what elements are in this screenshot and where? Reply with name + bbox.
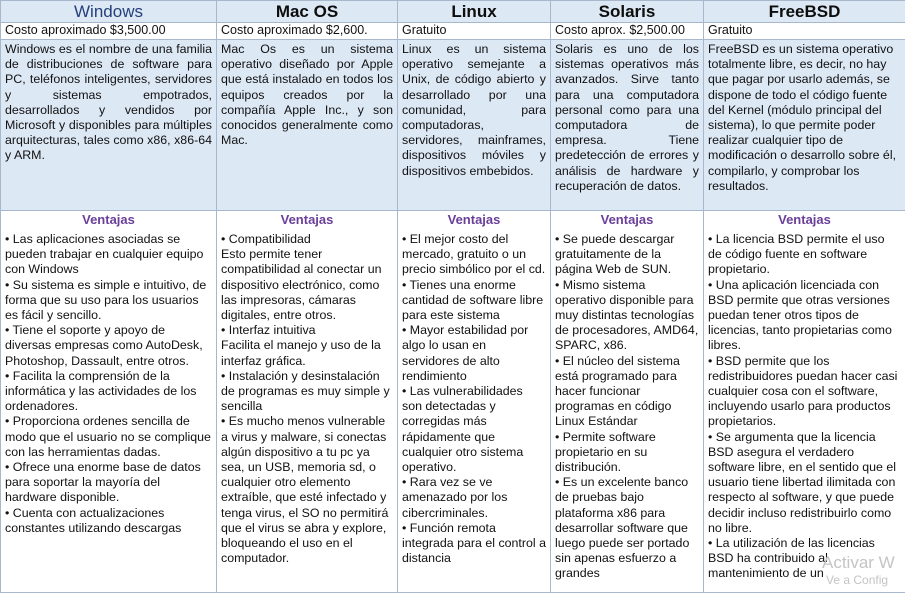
advantages-windows: [1, 211, 217, 593]
advantage-item: • Ofrece una enorme base de datos para soportar la mayoría del hardware disponible.: [5, 460, 201, 505]
header-row: [1, 1, 905, 23]
advantage-item: • Facilita la comprensión de la informática y las actividades de los ordenadores.: [5, 368, 197, 414]
advantage-item: • Interfaz intuitiva Facilita el manejo y uso de la interfaz gráfica.: [221, 323, 381, 368]
advantages-title: Ventajas: [280, 212, 334, 227]
advantages-title: Ventajas: [447, 212, 501, 227]
advantage-item: • Su sistema es simple e intuitivo, de forma que su uso para los usuarios es fácil y sencillo.: [5, 277, 207, 323]
cost-macos: Costo aproximado $2,600.: [217, 23, 398, 40]
cost-row: [1, 23, 905, 40]
advantages-list: [221, 232, 393, 566]
description-solaris: Solaris es uno de los sistemas operativos más avanzados. Sirve tanto para una computadora personal como para una computadora de empresa. Tiene predetección de errores y análisis de hardware y recuperación de datos.: [551, 40, 704, 211]
description-row: [1, 40, 905, 211]
advantage-item: • Es mucho menos vulnerable a virus y malware, si conectas algún dispositivo a tu pc ya sea, un USB, memoria sd, o cualquier otro elemento extraíble, que esté infectado y tenga virus, el SO no permitirá que el virus se abra y explore, bloqueando el uso en el computador.: [221, 414, 389, 566]
advantage-item: • Es un excelente banco de pruebas bajo plataforma x86 para desarrollar software que luego puede ser portado sin apenas esfuerzo a grandes: [555, 475, 690, 581]
header-freebsd: FreeBSD: [704, 1, 905, 23]
advantages-solaris: [551, 211, 704, 593]
advantage-item: • Tienes una enorme cantidad de software libre para este sistema: [402, 277, 544, 323]
advantage-item: • Permite software propietario en su distribución.: [555, 429, 656, 475]
advantages-freebsd: [704, 211, 905, 593]
advantage-item: • Compatibilidad Esto permite tener compatibilidad al conectar un dispositivo electrónico, como las impresoras, cámaras digitales, entre otros.: [221, 232, 382, 323]
advantages-title: Ventajas: [600, 212, 654, 227]
description-linux: Linux es un sistema operativo semejante a Unix, de código abierto y desarrollado por una comunidad, para computadoras, servidores, mainframes, dispositivos móviles y dispositivos embebidos.: [398, 40, 551, 211]
watermark-line-1: Activar W: [822, 553, 895, 572]
advantage-item: • Se argumenta que la licencia BSD asegura el verdadero software libre, en el sentido que el usuario tiene libertad ilimitada con respecto al software, y que puede decidir incluso redistribuirlo como no libre.: [708, 429, 897, 535]
advantage-item: • Mayor estabilidad por algo lo usan en servidores de alto rendimiento: [402, 323, 529, 383]
advantages-list: [402, 232, 546, 566]
advantages-list: [708, 232, 901, 582]
advantage-item: • Las vulnerabilidades son detectadas y corregidas más rápidamente que cualquier otro sistema operativo.: [402, 384, 524, 475]
advantages-list: [555, 232, 699, 582]
advantage-item: • Tiene el soporte y apoyo de diversas empresas como AutoDesk, Photoshop, Dassault, entre otros.: [5, 323, 203, 368]
advantage-item: • Una aplicación licenciada con BSD permite que otras versiones puedan tener otros tipos de licencias, tanto propietarias como libres.: [708, 277, 892, 353]
advantage-item: • Rara vez se ve amenazado por los cibercriminales.: [402, 475, 508, 520]
advantage-item: • Proporciona ordenes sencilla de modo que el usuario no se complique con las herramientas dadas.: [5, 414, 211, 459]
description-windows: Windows es el nombre de una familia de distribuciones de software para PC, teléfonos inteligentes, servidores y sistemas empotrados, desarrollados y vendidos por Microsoft y disponibles para múltiples arquitecturas, tales como x86, x86-64 y ARM.: [1, 40, 217, 211]
advantages-row: [1, 211, 905, 593]
advantage-item: • La utilización de las licencias BSD ha contribuido al mantenimiento de un: [708, 536, 875, 581]
description-macos: Mac Os es un sistema operativo diseñado por Apple que está instalado en todos los equipos creados por la compañía Apple Inc., y son conocidos generalmente como Mac.: [217, 40, 398, 211]
advantage-item: • Se puede descargar gratuitamente de la página Web de SUN.: [555, 232, 675, 277]
advantages-list: [5, 232, 212, 536]
header-windows: Windows: [1, 1, 217, 23]
header-macos: Mac OS: [217, 1, 398, 23]
advantage-item: • La licencia BSD permite el uso de código fuente en software propietario.: [708, 232, 885, 277]
advantages-linux: [398, 211, 551, 593]
advantage-item: • El núcleo del sistema está programado para hacer funcionar programas en código Linux Estándar: [555, 353, 680, 429]
cost-solaris: Costo aprox. $2,500.00: [551, 23, 704, 40]
header-linux: Linux: [398, 1, 551, 23]
description-freebsd: FreeBSD es un sistema operativo totalmente libre, es decir, no hay que pagar por usarlo además, se dispone de todo el código fuente del Kernel (módulo principal del sistema), lo que permite poder realizar cualquier tipo de modificación o desarrollo sobre él, compilarlo, y comprobar los resultados.: [704, 40, 905, 211]
advantage-item: • Cuenta con actualizaciones constantes utilizando descargas: [5, 505, 182, 535]
advantage-item: • Las aplicaciones asociadas se pueden trabajar en cualquier equipo con Windows: [5, 232, 204, 277]
header-solaris: Solaris: [551, 1, 704, 23]
advantage-item: • Función remota integrada para el control a distancia: [402, 520, 546, 566]
advantages-title: Ventajas: [778, 212, 831, 227]
advantage-item: • Mismo sistema operativo disponible para muy distintas tecnologías de procesadores, AMD64, SPARC, x86.: [555, 277, 699, 353]
cost-freebsd: Gratuito: [704, 23, 905, 40]
advantage-item: • BSD permite que los redistribuidores puedan hacer casi cualquier cosa con el software, incluyendo usarlo para productos propietarios.: [708, 353, 898, 429]
advantages-title: Ventajas: [82, 212, 135, 227]
advantages-macos: [217, 211, 398, 593]
advantage-item: • Instalación y desinstalación de programas es muy simple y sencilla: [221, 368, 390, 414]
cost-windows: Costo aproximado $3,500.00: [1, 23, 217, 40]
advantage-item: • El mejor costo del mercado, gratuito o un precio simbólico por el cd.: [402, 232, 546, 277]
cost-linux: Gratuito: [398, 23, 551, 40]
watermark-line-2: Ve a Config: [826, 573, 889, 587]
